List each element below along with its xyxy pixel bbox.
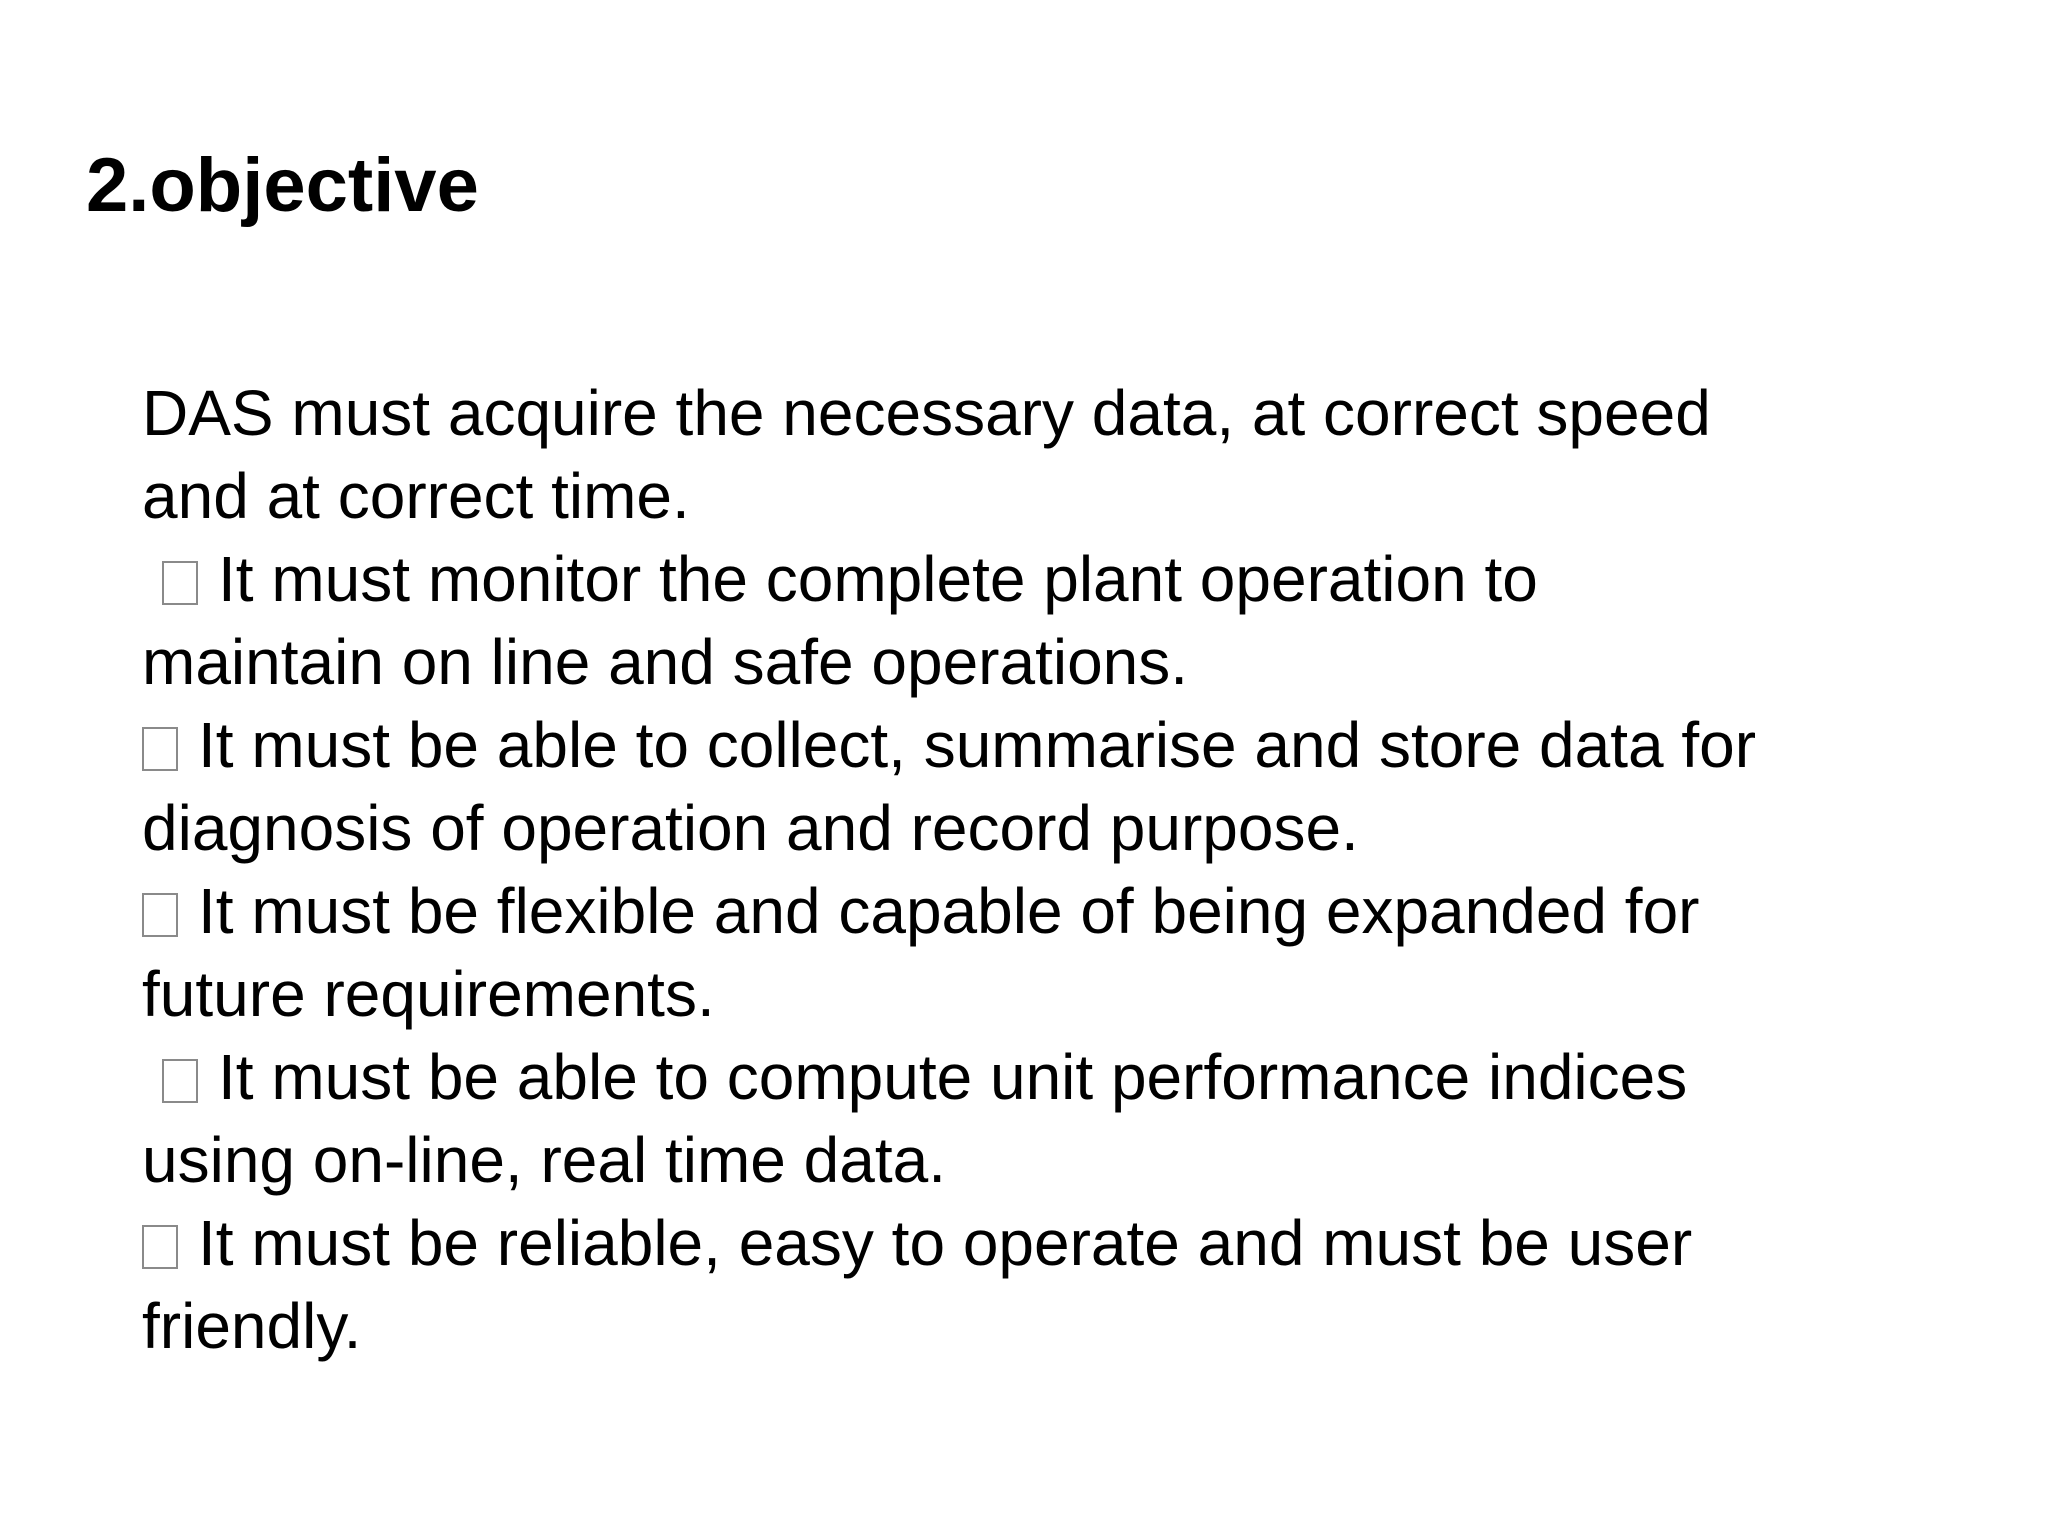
bullet-text: future requirements.	[142, 958, 715, 1030]
bullet-text: It must be flexible and capable of being expanded for	[198, 875, 1700, 947]
bullet-box-icon	[142, 893, 178, 937]
bullet-box-icon	[162, 1059, 198, 1103]
slide-body	[142, 372, 1982, 1368]
paragraph-text: and at correct time.	[142, 460, 690, 532]
bullet-continuation-line	[142, 1119, 1982, 1202]
paragraph-line	[142, 455, 1982, 538]
bullet-line	[142, 1202, 1982, 1285]
bullet-box-icon	[162, 561, 198, 605]
bullet-continuation-line	[142, 621, 1982, 704]
bullet-box-icon	[142, 727, 178, 771]
bullet-text: It must be able to compute unit performance indices	[218, 1041, 1688, 1113]
bullet-line	[142, 870, 1982, 953]
bullet-line	[142, 538, 1982, 621]
bullet-box-icon	[142, 1225, 178, 1269]
bullet-text: using on-line, real time data.	[142, 1124, 946, 1196]
bullet-text: diagnosis of operation and record purpose.	[142, 792, 1359, 864]
bullet-line	[142, 704, 1982, 787]
bullet-text: It must monitor the complete plant operation to	[218, 543, 1538, 615]
bullet-text: It must be reliable, easy to operate and must be user	[198, 1207, 1693, 1279]
paragraph-line	[142, 372, 1982, 455]
bullet-text: friendly.	[142, 1290, 362, 1362]
bullet-continuation-line	[142, 787, 1982, 870]
bullet-continuation-line	[142, 953, 1982, 1036]
slide-title: 2.objective	[86, 143, 479, 228]
bullet-line	[142, 1036, 1982, 1119]
bullet-text: It must be able to collect, summarise and store data for	[198, 709, 1757, 781]
bullet-continuation-line	[142, 1285, 1982, 1368]
paragraph-text: DAS must acquire the necessary data, at correct speed	[142, 377, 1711, 449]
bullet-text: maintain on line and safe operations.	[142, 626, 1189, 698]
